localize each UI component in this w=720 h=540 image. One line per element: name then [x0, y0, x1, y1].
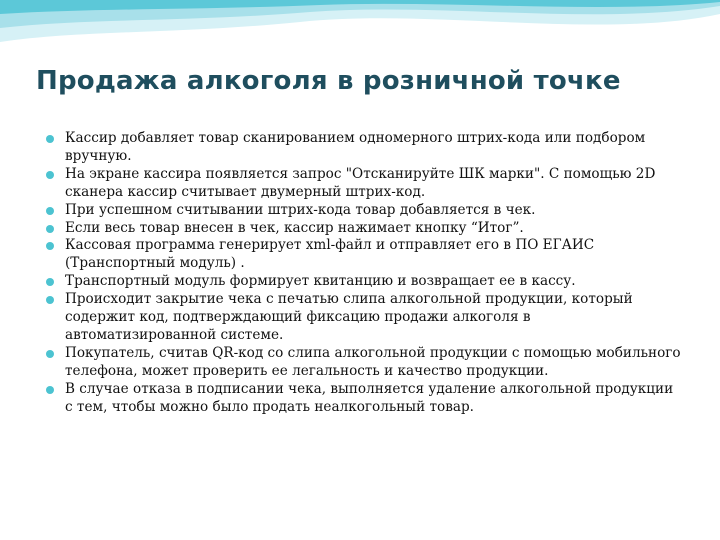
list-item [44, 220, 684, 238]
list-item [44, 381, 684, 417]
bullet-icon [46, 171, 54, 179]
list-item [44, 166, 684, 202]
list-item [44, 273, 684, 291]
list-item-text: Кассовая программа генерирует xml-файл и отправляет его в ПО ЕГАИС (Транспортный модуль) . [65, 237, 595, 272]
slide-title: Продажа алкоголя в розничной точке [36, 66, 621, 96]
list-item [44, 291, 684, 345]
bullet-icon [46, 386, 54, 394]
list-item-text: Транспортный модуль формирует квитанцию и возвращает ее в кассу. [65, 273, 576, 290]
list-item [44, 202, 684, 220]
list-item-text: На экране кассира появляется запрос "Отсканируйте ШК марки". С помощью 2D сканера кассир считывает двумерный штрих-код. [65, 165, 656, 200]
bullet-list [44, 130, 684, 417]
bullet-icon [46, 207, 54, 215]
list-item-text: Если весь товар внесен в чек, кассир нажимает кнопку “Итог”. [65, 219, 524, 236]
list-item [44, 130, 684, 166]
list-item-text: При успешном считывании штрих-кода товар добавляется в чек. [65, 201, 536, 218]
bullet-icon [46, 135, 54, 143]
list-item [44, 237, 684, 273]
list-item-text: Кассир добавляет товар сканированием одномерного штрих-кода или подбором вручную. [65, 130, 646, 164]
bullet-icon [46, 296, 54, 304]
list-item-text: В случае отказа в подписании чека, выполняется удаление алкогольной продукции с тем, чтобы можно было продать неалкогольный товар. [65, 380, 674, 415]
bullet-icon [46, 350, 54, 358]
bullet-icon [46, 225, 54, 233]
header-wave-decoration [0, 0, 720, 70]
bullet-icon [46, 278, 54, 286]
list-item-text: Происходит закрытие чека с печатью слипа алкогольной продукции, который содержит код, подтверждающий фиксацию продажи алкоголя в автоматизированной системе. [65, 291, 633, 343]
list-item [44, 345, 684, 381]
bullet-icon [46, 242, 54, 250]
list-item-text: Покупатель, считав QR-код со слипа алкогольной продукции с помощью мобильного телефона, может проверить ее легальность и качество продукции. [65, 344, 681, 379]
